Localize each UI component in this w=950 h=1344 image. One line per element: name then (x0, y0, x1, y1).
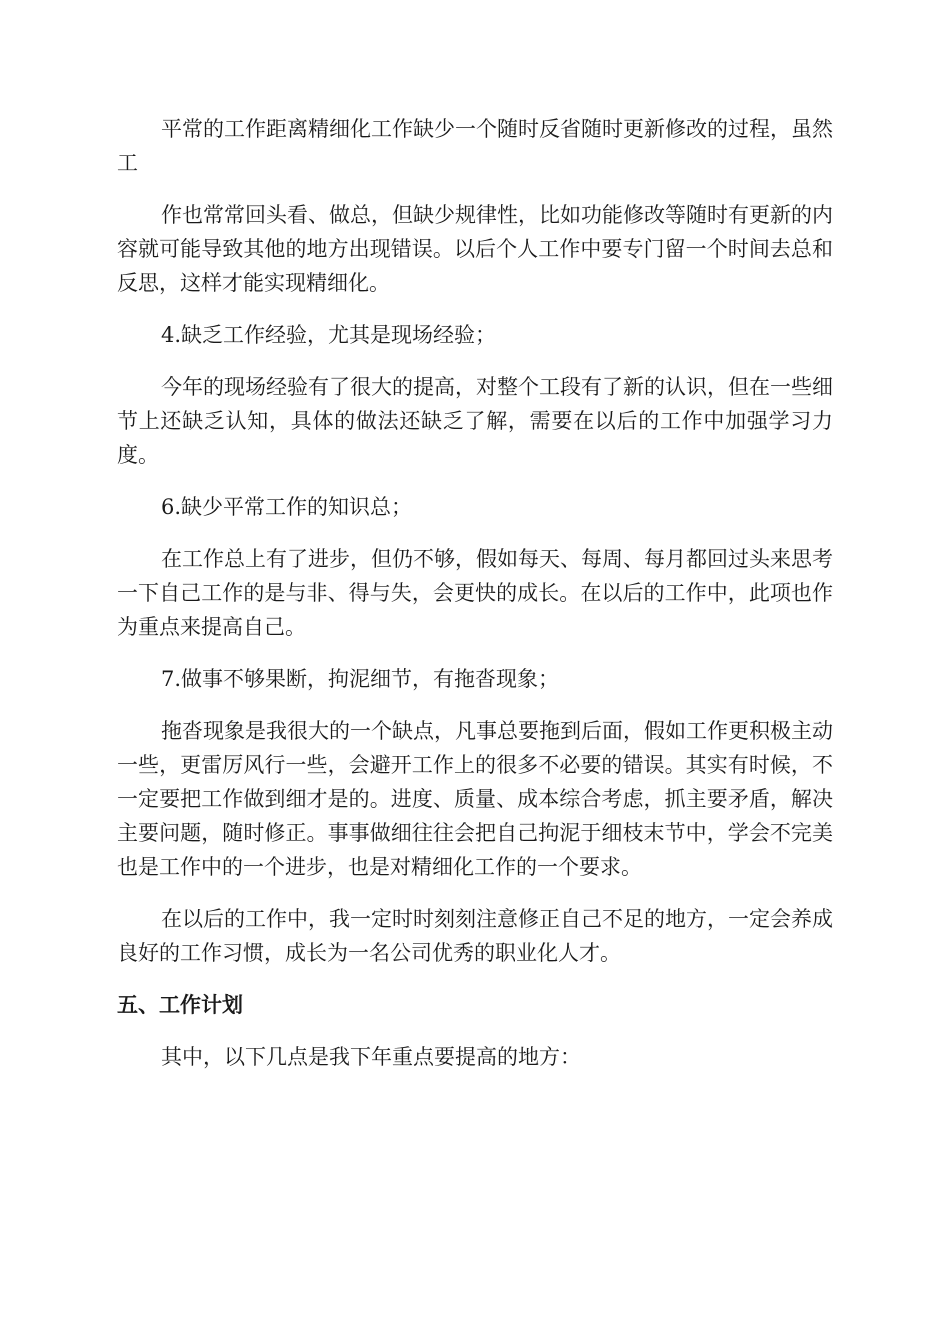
paragraph-9: 在以后的工作中，我一定时时刻刻注意修正自己不足的地方，一定会养成良好的工作习惯，成长为一名公司优秀的职业化人才。 (117, 907, 833, 965)
paragraph-4: 今年的现场经验有了很大的提高，对整个工段有了新的认识，但在一些细节上还缺乏认知，具体的做法还缺乏了解，需要在以后的工作中加强学习力度。 (117, 375, 833, 467)
final-paragraph: 其中，以下几点是我下年重点要提高的地方： (161, 1045, 581, 1069)
paragraph-1: 平常的工作距离精细化工作缺少一个随时反省随时更新修改的过程，虽然工 (117, 117, 833, 175)
paragraph-6: 在工作总上有了进步，但仍不够，假如每天、每周、每月都回过头来思考一下自己工作的是与非、得与失，会更快的成长。在以后的工作中，此项也作为重点来提高自己。 (117, 547, 833, 639)
paragraph-2: 作也常常回头看、做总，但缺少规律性，比如功能修改等随时有更新的内容就可能导致其他的地方出现错误。以后个人工作中要专门留一个时间去总和反思，这样才能实现精细化。 (117, 203, 833, 295)
paragraph-8: 拖沓现象是我很大的一个缺点，凡事总要拖到后面，假如工作更积极主动一些，更雷厉风行一些，会避开工作上的很多不必要的错误。其实有时候，不一定要把工作做到细才是的。进度、质量、成本综合考虑，抓主要矛盾，解决主要问题，随时修正。事事做细往往会把自己拘泥于细枝末节中，学会不完美也是工作中的一个进步，也是对精细化工作的一个要求。 (117, 719, 833, 879)
paragraph-3: 4.缺乏工作经验，尤其是现场经验； (161, 323, 497, 347)
section-heading: 五、工作计划 (117, 993, 243, 1017)
paragraph-5: 6.缺少平常工作的知识总； (161, 495, 413, 519)
paragraph-7: 7.做事不够果断，拘泥细节，有拖沓现象； (161, 667, 560, 691)
document-page (117, 112, 833, 1074)
